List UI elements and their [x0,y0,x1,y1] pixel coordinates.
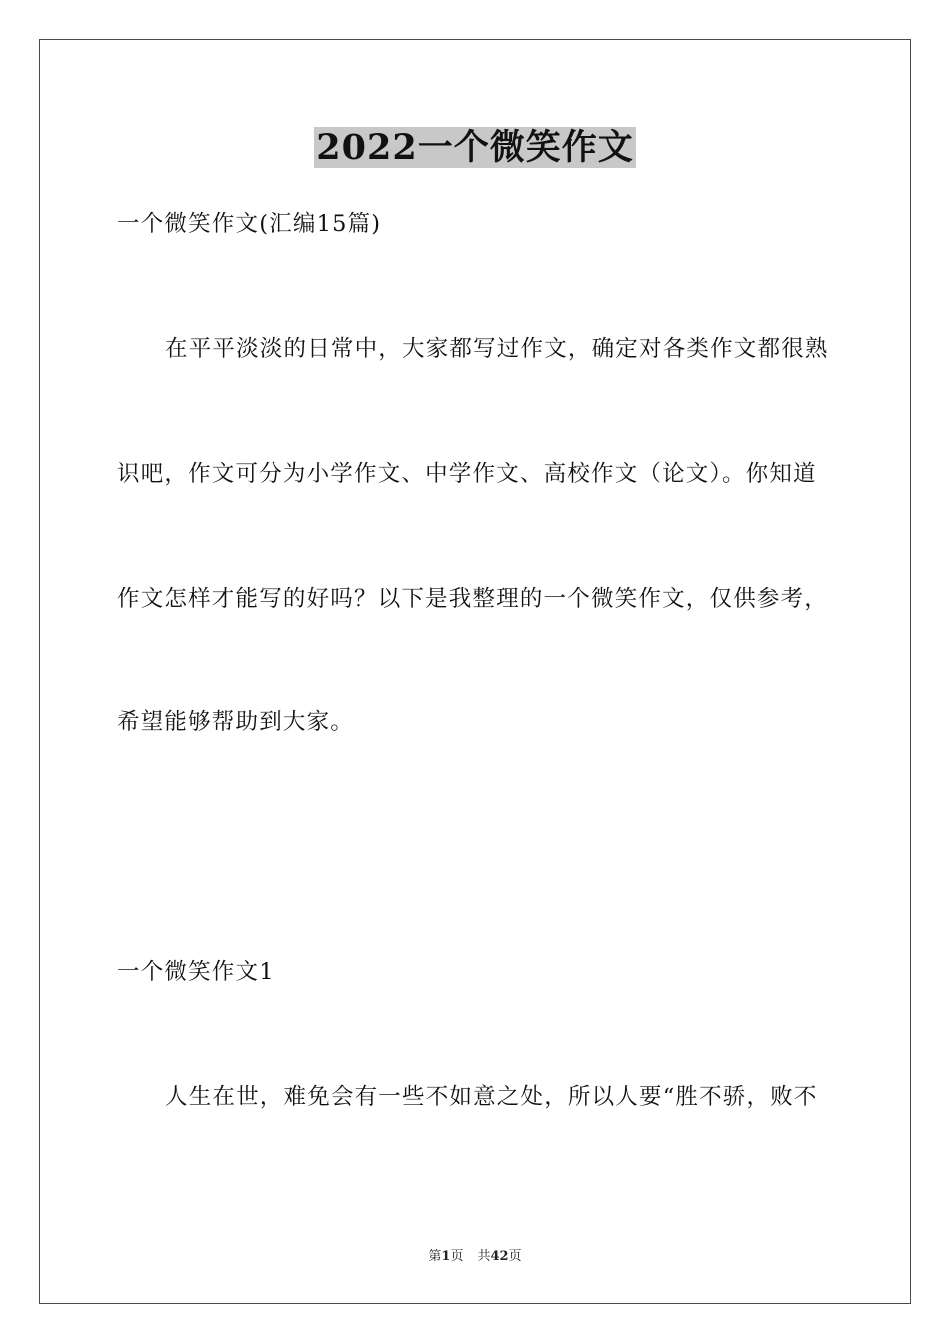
section-paragraph-line-1: 人生在世，难免会有一些不如意之处，所以人要“胜不骄，败不 [165,1084,818,1110]
intro-line-3: 作文怎样才能写的好吗？以下是我整理的一个微笑作文，仅供参考， [117,586,829,612]
document-subtitle: 一个微笑作文(汇编15篇) [117,211,382,237]
footer-total-unit: 页 [508,1249,522,1264]
document-title [0,124,950,172]
footer-page-unit: 页 [450,1249,464,1264]
intro-line-4: 希望能够帮助到大家。 [117,709,355,735]
footer-page-current: 1 [441,1249,451,1264]
page-footer [0,1248,950,1266]
footer-page-total: 42 [490,1249,509,1264]
document-title-text: 2022一个微笑作文 [316,127,634,168]
footer-page-prefix: 第 [428,1249,442,1264]
intro-line-2: 识吧，作文可分为小学作文、中学作文、高校作文（论文）。你知道 [117,461,817,487]
section-heading: 一个微笑作文1 [117,959,275,985]
intro-line-1: 在平平淡淡的日常中，大家都写过作文，确定对各类作文都很熟 [165,336,829,362]
footer-total-prefix: 共 [477,1249,491,1264]
